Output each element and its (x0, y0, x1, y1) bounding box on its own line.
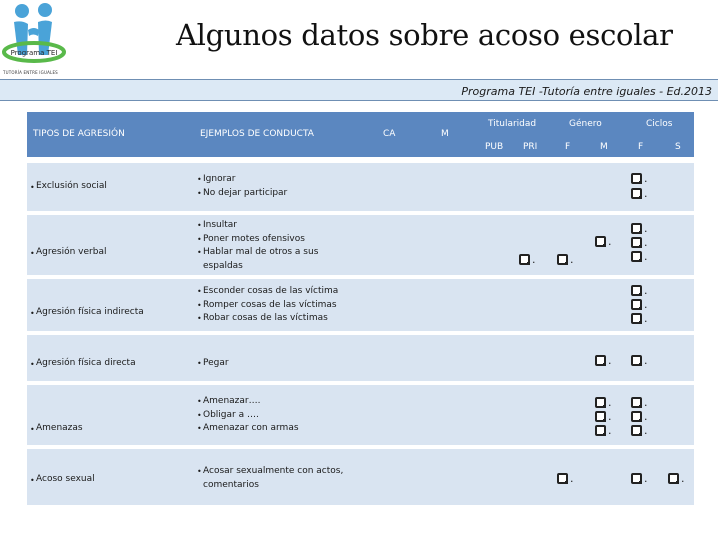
checkbox-ciclos-f: . (631, 355, 648, 366)
checkbox-ciclos-f: . (631, 313, 648, 324)
ejemplos-list: • Amenazar…. • Obligar a …. • Amenazar con armas (197, 396, 299, 433)
checkbox-pri: . (557, 254, 574, 265)
ejemplos-list: • Pegar (197, 358, 229, 368)
checkbox-ciclos-f: . (631, 473, 648, 484)
table-row (27, 449, 694, 505)
col-ciclos-f: F (638, 142, 644, 152)
checkbox-ciclos-f: . (631, 237, 648, 248)
ejemplos-list: • Ignorar • No dejar participar (197, 174, 288, 198)
checkbox-genero-m: . (595, 425, 612, 436)
subtitle-band (0, 79, 718, 101)
checkbox-pri: . (557, 473, 574, 484)
tipo-label: • Agresión verbal (30, 247, 107, 258)
program-logo-icon (0, 0, 68, 72)
col-titularidad: Titularidad (488, 119, 537, 129)
col-ciclos-s: S (675, 142, 681, 152)
col-pub: PUB (485, 142, 504, 152)
table-row (27, 279, 694, 331)
checkbox-ciclos-f: . (631, 411, 648, 422)
logo-caption: TUTORÍA ENTRE IGUALES (3, 70, 58, 75)
checkbox-ciclos-f: . (631, 425, 648, 436)
checkbox-genero-m: . (595, 411, 612, 422)
checkbox-ciclos-f: . (631, 223, 648, 234)
table-row (27, 385, 694, 445)
table-row (27, 163, 694, 211)
checkbox-pub: . (519, 254, 536, 265)
tipo-label: • Acoso sexual (30, 474, 95, 485)
tipo-label: • Amenazas (30, 423, 83, 434)
checkbox-ciclos-s: . (668, 473, 685, 484)
checkbox-ciclos-f: . (631, 188, 648, 199)
program-logo (0, 0, 68, 78)
ejemplos-list: • Insultar • Poner motes ofensivos • Hablar mal de otros a sus espaldas (197, 220, 319, 271)
checkbox-ciclos-f: . (631, 299, 648, 310)
subtitle: Programa TEI -Tutoría entre iguales - Ed.2013 (461, 85, 712, 98)
col-m: M (441, 129, 449, 139)
table-row (27, 215, 694, 275)
checkbox-genero-m: . (595, 355, 612, 366)
page-title: Algunos datos sobre acoso escolar (176, 18, 673, 52)
col-genero: Género (569, 119, 602, 129)
col-pri: PRI (523, 142, 538, 152)
col-ciclos: Ciclos (646, 119, 673, 129)
ejemplos-list: • Acosar sexualmente con actos, comentarios (197, 466, 344, 490)
checkbox-ciclos-f: . (631, 285, 648, 296)
checkbox-ciclos-f: . (631, 397, 648, 408)
col-tipos-agresion: TIPOS DE AGRESIÓN (33, 129, 125, 139)
col-genero-f: F (565, 142, 571, 152)
col-ejemplos-conducta: EJEMPLOS DE CONDUCTA (200, 129, 314, 139)
tipo-label: • Exclusión social (30, 181, 107, 192)
table-header (27, 112, 694, 157)
checkbox-genero-m: . (595, 236, 612, 247)
tipo-label: • Agresión física indirecta (30, 307, 144, 318)
checkbox-ciclos-f: . (631, 173, 648, 184)
tipo-label: • Agresión física directa (30, 358, 136, 369)
col-ca: CA (383, 129, 396, 139)
svg-text:Programa TEI: Programa TEI (10, 49, 58, 57)
col-genero-m: M (600, 142, 608, 152)
checkbox-ciclos-f: . (631, 251, 648, 262)
ejemplos-list: • Esconder cosas de las víctima • Romper cosas de las víctimas • Robar cosas de las víctimas (197, 286, 339, 323)
table-row (27, 335, 694, 381)
checkbox-genero-m: . (595, 397, 612, 408)
